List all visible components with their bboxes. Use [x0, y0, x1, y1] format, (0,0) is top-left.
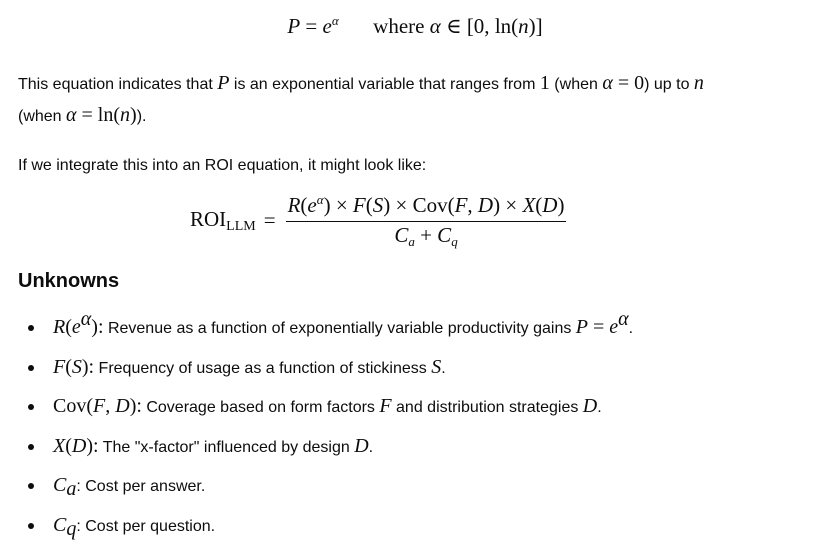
item-symbol: α [80, 308, 92, 330]
num-s: S [372, 193, 384, 217]
eq-n: n [518, 14, 529, 38]
item-symbol: e [71, 316, 81, 338]
item-text: : [76, 517, 81, 535]
num-x-d: D [542, 193, 558, 217]
den-cq-sub: q [451, 234, 458, 249]
den-cq: C [437, 223, 452, 247]
den-ca-sub: a [408, 234, 415, 249]
num-paren: ( [300, 193, 308, 217]
eq-exponent: α [331, 13, 339, 28]
roi-numerator [286, 193, 567, 222]
item-text: Frequency of usage as a function of stickiness [94, 359, 432, 377]
item-symbol: ( [86, 395, 94, 417]
p1-text-4: ) up to [644, 76, 694, 93]
roi-denominator [394, 222, 457, 248]
roi-fraction [286, 193, 567, 248]
item-symbol: D [115, 395, 130, 417]
list-item [0, 432, 633, 472]
num-cov: Cov [412, 193, 448, 217]
den-plus: + [414, 223, 438, 247]
roi-subscript: LLM [226, 218, 256, 234]
num-times: × [330, 193, 353, 217]
p1-text-2: is an exponential variable that ranges from [229, 76, 540, 93]
p1-text-1: This equation indicates that [18, 76, 218, 93]
item-symbol: ( [65, 316, 72, 338]
roi-equation [190, 193, 566, 248]
num-paren: ) [557, 193, 565, 217]
item-symbol: Cov [53, 395, 87, 417]
num-paren: ( [447, 193, 455, 217]
num-times: × [390, 193, 413, 217]
item-symbol: X [53, 434, 66, 457]
item-var: F [379, 395, 392, 417]
roi-equals: = [263, 208, 276, 232]
num-cov-d: D [477, 193, 494, 217]
item-symbol: , [105, 395, 116, 417]
item-symbol: ): [81, 355, 95, 378]
p1-text-6: ). [136, 108, 147, 125]
item-text: Revenue as a function of exponentially variable productivity gains [103, 320, 576, 337]
p1-eq-zero: = 0 [612, 72, 645, 94]
p1-n: n [693, 72, 704, 94]
eq-ln: ln [494, 14, 512, 38]
item-symbol: ( [65, 355, 72, 378]
p1-alpha: α [602, 72, 613, 94]
roi-label: ROI [190, 206, 227, 231]
bullet-icon [28, 444, 34, 450]
num-r: R [287, 193, 301, 217]
eq-paren-open: ( [511, 14, 519, 38]
top-equation [0, 14, 830, 39]
p1-var-p: P [217, 72, 230, 94]
list-item [0, 308, 634, 353]
den-ca: C [394, 223, 409, 247]
eq-base-e: e [322, 14, 332, 38]
item-symbol: S [71, 355, 82, 378]
item-symbol: ): [129, 395, 142, 417]
item-var: P [575, 316, 588, 338]
num-cov-f: F [454, 193, 468, 217]
num-paren: ) [493, 193, 501, 217]
num-alpha: α [316, 192, 324, 207]
item-var: S [431, 355, 442, 378]
item-symbol: ): [91, 316, 104, 338]
roi-lhs [190, 207, 256, 235]
unknowns-list [0, 308, 634, 550]
item-text: Cost per answer. [80, 478, 206, 495]
list-item [0, 392, 633, 432]
bullet-icon [28, 404, 34, 410]
p1-eq-ln: = ln( [76, 104, 121, 126]
item-text: . [368, 438, 374, 456]
item-symbol: D [71, 434, 87, 457]
bullet-icon [28, 523, 34, 529]
item-symbol: C [53, 513, 67, 536]
item-symbol: ( [65, 434, 72, 457]
item-symbol: a [66, 478, 77, 500]
eq-interval-open: [0, [466, 14, 495, 38]
paragraph-roi-intro: If we integrate this into an ROI equation, it might look like: [18, 157, 427, 174]
p1-text-5: (when [18, 108, 67, 125]
item-var: D [582, 395, 598, 417]
bullet-icon [28, 325, 34, 331]
num-x: X [522, 193, 536, 217]
list-item [0, 471, 633, 511]
num-e: e [307, 193, 317, 217]
item-text: Coverage based on form factors [141, 399, 380, 416]
p1-one: 1 [539, 72, 550, 94]
list-item [0, 353, 633, 393]
item-text: : [76, 478, 81, 495]
item-symbol: q [66, 517, 77, 540]
num-paren: ( [535, 193, 543, 217]
item-text: . [441, 359, 446, 377]
num-paren: ( [365, 193, 373, 217]
item-var: e [609, 316, 619, 338]
num-f: F [352, 193, 366, 217]
p1-close-paren: ) [130, 104, 137, 126]
eq-alpha: α [429, 14, 441, 38]
num-paren: ) [323, 193, 331, 217]
num-paren: ) [383, 193, 391, 217]
list-item [0, 511, 633, 551]
eq-var-p: P [287, 14, 301, 38]
p1-n-2: n [120, 104, 131, 126]
paragraph-explanation [18, 68, 813, 132]
eq-interval-close: )] [528, 14, 543, 38]
item-symbol: F [93, 395, 106, 417]
p1-text-3: (when [549, 76, 603, 93]
item-symbol: R [53, 316, 66, 338]
item-text: Cost per question. [80, 517, 216, 535]
item-text: . [597, 399, 602, 416]
p1-alpha-2: α [66, 104, 77, 126]
item-var: D [354, 434, 369, 457]
eq-in-symbol: ∈ [446, 14, 462, 38]
item-text: The "x-factor" influenced by design [98, 438, 355, 456]
bullet-icon [28, 365, 34, 371]
item-text: and distribution strategies [391, 399, 583, 416]
item-symbol: ): [86, 434, 99, 457]
bullet-icon [28, 483, 34, 489]
num-comma: , [467, 193, 478, 217]
unknowns-heading: Unknowns [18, 270, 120, 292]
item-var: = [588, 316, 610, 338]
item-symbol: C [53, 474, 67, 496]
eq-where-word: where [373, 14, 425, 38]
eq-equals: = [305, 14, 318, 38]
num-times: × [500, 193, 523, 217]
item-var: α [618, 308, 629, 330]
item-text: . [628, 320, 634, 337]
item-symbol: F [53, 355, 66, 378]
